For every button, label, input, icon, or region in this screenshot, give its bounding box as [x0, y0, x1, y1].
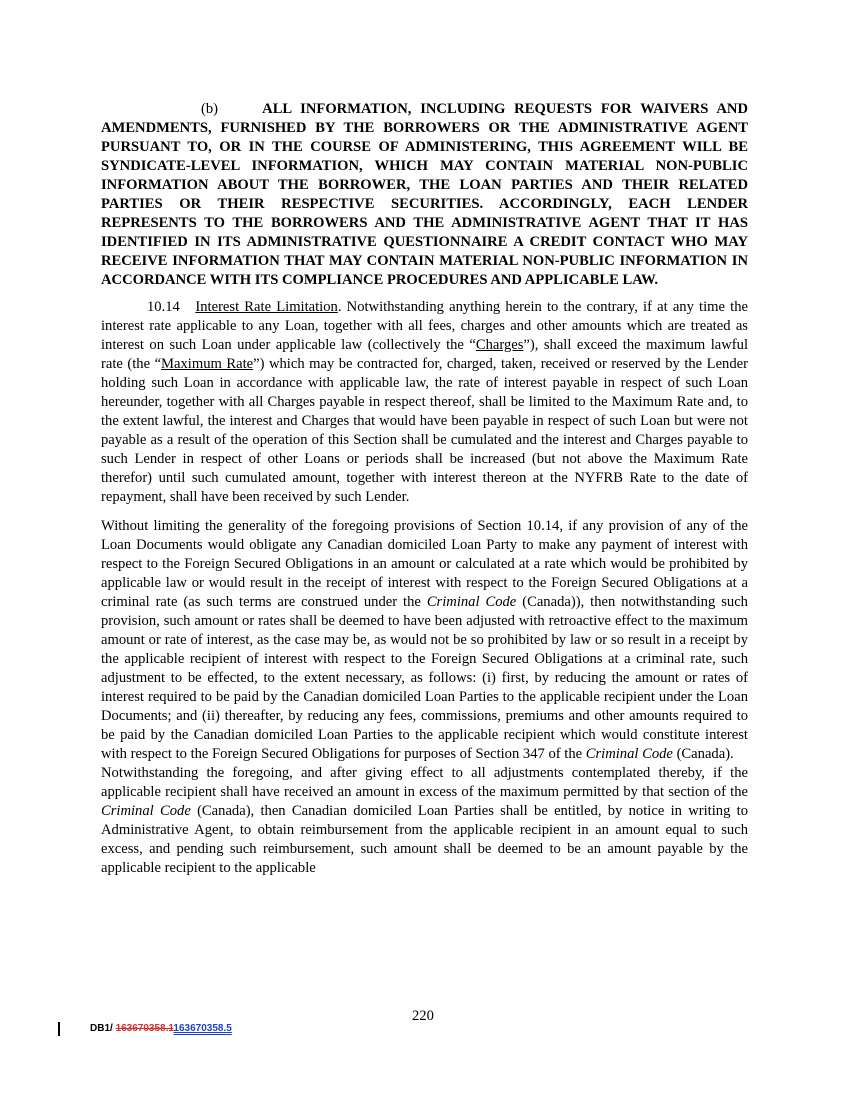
canada-text-3: (Canada). [672, 746, 734, 762]
paragraph-b-text: ALL INFORMATION, INCLUDING REQUESTS FOR WAIVERS AND AMENDMENTS, FURNISHED BY THE BORROWERS OR THE ADMINISTRATIVE AGENT PURSUANT TO, OR IN THE COURSE OF ADMINISTERING, THIS AGREEMENT WILL BE SYNDICATE-LEVEL INFORMATION, WHICH MAY CONTAIN MATERIAL NON-PUBLIC INFORMATION ABOUT THE BORROWER, THE LOAN PARTIES AND THEIR RELATED PARTIES OR THEIR RESPECTIVE SECURITIES. ACCORDINGLY, EACH LENDER REPRESENTS TO THE BORROWERS AND THE ADMINISTRATIVE AGENT THAT IT HAS IDENTIFIED IN ITS ADMINISTRATIVE QUESTIONNAIRE A CREDIT CONTACT WHO MAY RECEIVE INFORMATION THAT MAY CONTAIN MATERIAL NON-PUBLIC INFORMATION IN ACCORDANCE WITH ITS COMPLIANCE PROCEDURES AND APPLICABLE LAW. [101, 101, 748, 288]
section-heading: Interest Rate Limitation [195, 299, 338, 315]
section-10-14 [101, 298, 748, 507]
criminal-code-ref-1: Criminal Code [426, 594, 517, 610]
doc-id-prefix: DB1/ [90, 1023, 116, 1034]
paragraph-b [101, 100, 748, 290]
canada-text-5: (Canada), then Canadian domiciled Loan Parties shall be entitled, by notice in writing to Administrative Agent, to obtain reimbursement from the applicable recipient in an amount equal to such excess, and pending such reimbursement, such amount shall be deemed to be an amount payable by the applicable recipient to the applicable [101, 803, 748, 876]
doc-id-inserted: 163670358.5 [173, 1023, 232, 1034]
canada-text-1: Without limiting the generality of the foregoing provisions of Section 10.14, if any provision of any of the Loan Documents would obligate any Canadian domiciled Loan Party to make any payment of interest with respect to the Foreign Secured Obligations in an amount or calculated at a rate which would be prohibited by applicable law or would result in the receipt of interest with respect to the Foreign Secured Obligations at a criminal rate (as such terms are construed under the [101, 518, 748, 610]
section-text-1: . Notwithstanding anything herein to the contrary, if at any time the interest rate applicable to any Loan, together with all fees, charges and other amounts which are treated as interest on such Loan under applicable law (collectively the “ [101, 299, 749, 353]
canada-text-4: Notwithstanding the foregoing, and after giving effect to all adjustments contemplated thereby, if the applicable recipient shall have received an amount in excess of the maximum permitted by that section of the [101, 765, 748, 800]
change-bar [58, 1022, 60, 1036]
canada-text-2: (Canada)), then notwithstanding such provision, such amount or rates shall be deemed to have been adjusted with retroactive effect to the maximum amount or rate of interest, as the case may be, as would not be so prohibited by law or so result in a receipt by the applicable recipient of interest with respect to the Foreign Secured Obligations at a criminal rate, such adjustment to be effected, to the extent necessary, as follows: (i) first, by reducing the amount or rates of interest required to be paid by the Canadian domiciled Loan Parties to the applicable recipient under the Loan Documents; and (ii) thereafter, by reducing any fees, commissions, premiums and other amounts required to be paid by the Canadian domiciled Loan Parties to the applicable recipient which would constitute interest with respect to the Foreign Secured Obligations for purposes of Section 347 of the [101, 594, 748, 762]
page-footer [0, 1008, 849, 1038]
criminal-code-ref-2: Criminal Code [585, 746, 673, 762]
section-text-3: ”) which may be contracted for, charged, taken, received or reserved by the Lender holding such Loan in accordance with applicable law, the rate of interest payable in respect of such Loan hereunder, together with all Charges payable in respect thereof, shall be limited to the Maximum Rate and, to the extent lawful, the interest and Charges that would have been payable in respect of such Loan but were not payable as a result of the operation of this Section shall be cumulated and the interest and Charges payable to such Lender in respect of other Loans or periods shall be increased (but not above the Maximum Rate therefor) until such cumulated amount, together with interest thereon at the NYFRB Rate to the date of repayment, shall have been received by such Lender. [101, 356, 748, 505]
paragraph-canada [101, 517, 748, 764]
paragraph-notwithstanding [101, 764, 748, 878]
document-id [90, 1023, 232, 1034]
page-number: 220 [412, 1008, 434, 1024]
section-text-2: ”), shall exceed the maximum lawful rate (the “ [101, 337, 748, 372]
defined-term-maximum-rate: Maximum Rate [161, 356, 254, 372]
doc-id-deleted: 163670358.1 [115, 1023, 174, 1034]
defined-term-charges: Charges [475, 337, 524, 353]
criminal-code-ref-3: Criminal Code [101, 803, 191, 819]
paragraph-b-label: (b) [201, 101, 219, 117]
document-page [101, 100, 748, 878]
section-number: 10.14 [147, 299, 180, 315]
